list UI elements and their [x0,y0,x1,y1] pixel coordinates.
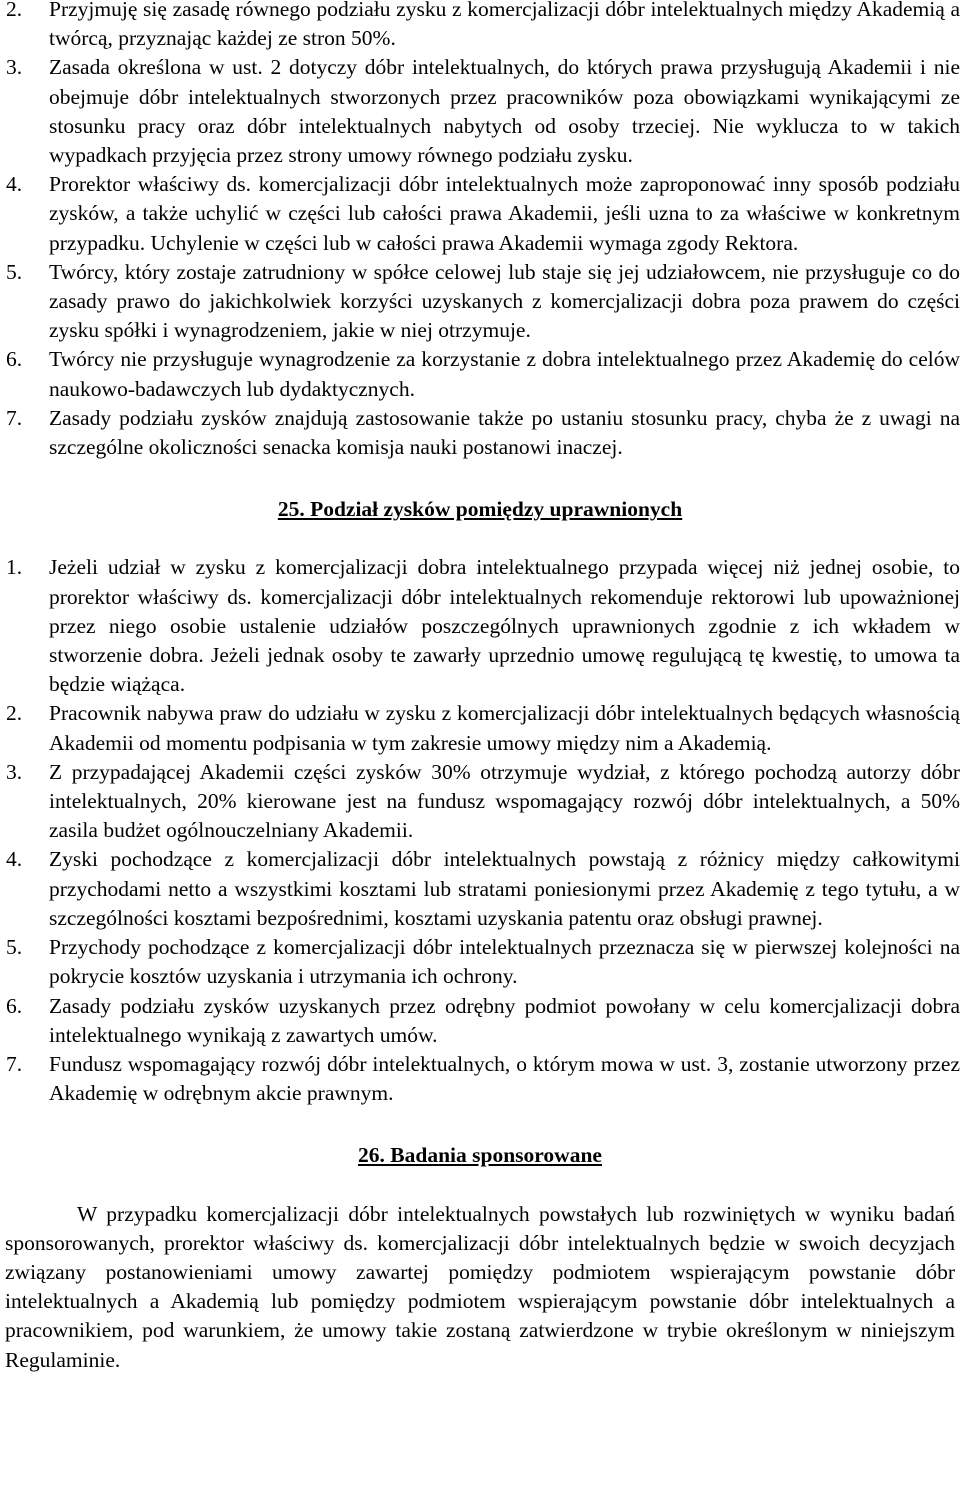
item-text: Twórcy, który zostaje zatrudniony w spółce celowej lub staje się jej udziałowcem, nie przysługuje co do zasady prawo do jakichkolwiek korzyści uzyskanych z komercjalizacji dobra poza prawem do części zysku spółki i wynagrodzeniem, jakie w niej otrzymuje. [49,259,960,343]
list-item [0,345,960,403]
item-number: 4. [6,847,23,872]
item-number: 6. [6,993,23,1018]
list-item [0,845,960,933]
section-25-list [0,553,960,1108]
item-number: 2. [6,701,23,726]
item-number: 4. [6,172,23,197]
item-number: 6. [6,347,23,372]
item-text: Jeżeli udział w zysku z komercjalizacji dobra intelektualnego przypada więcej niż jednej osobie, to prorektor właściwy ds. komercjalizacji dóbr intelektualnych rekomenduje rektorowi lub upoważnionej przez niego osobie ustalenie udziałów poszczególnych uprawnionych zgodnie z ich wkładem w stworzenie dobra. Jeżeli jednak osoby te zawarły uprzednio umowę regulującą tę kwestię, to umowa ta będzie wiążąca. [49,555,960,697]
list-item [0,758,960,846]
item-text: Z przypadającej Akademii części zysków 30% otrzymuje wydział, z którego pochodzą autorzy dóbr intelektualnych, 20% kierowane jest na fundusz wspomagający rozwój dóbr intelektualnych, a 50% zasila budżet ogólnouczelniany Akademii. [49,759,960,843]
item-number: 5. [6,935,23,960]
top-list [0,0,960,462]
item-text: Przychody pochodzące z komercjalizacji dóbr intelektualnych przeznacza się w pierwszej kolejności na pokrycie kosztów uzyskania i utrzymania ich ochrony. [49,935,960,989]
list-item [0,1050,960,1108]
item-number: 3. [6,759,23,784]
item-text: Zasada określona w ust. 2 dotyczy dóbr intelektualnych, do których prawa przysługują Akademii i nie obejmuje dóbr intelektualnych stworzonych przez pracowników poza obowiązkami wynikającymi ze stosunku pracy oraz dóbr intelektualnych nabytych od osoby trzeciej. Nie wyklucza to w takich wypadkach przyjęcia przez strony umowy równego podziału zysku. [49,55,960,168]
list-item [0,992,960,1050]
list-item [0,258,960,346]
item-number: 2. [6,0,23,21]
section-26-heading: 26. Badania sponsorowane [358,1143,602,1168]
item-number: 1. [6,555,23,580]
list-item [0,53,960,170]
item-text: Fundusz wspomagający rozwój dóbr intelektualnych, o którym mowa w ust. 3, zostanie utworzony przez Akademię w odrębnym akcie prawnym. [49,1051,960,1106]
list-item [0,553,960,699]
item-text: Prorektor właściwy ds. komercjalizacji dóbr intelektualnych może zaproponować inny sposób podziału zysków, a także uchylić w części lub całości prawa Akademii, jeśli uzna to za właściwe w konkretnym przypadku. Uchylenie w części lub w całości prawa Akademii wymaga zgody Rektora. [49,172,960,255]
item-text: Zyski pochodzące z komercjalizacji dóbr intelektualnych powstają z różnicy między całkowitymi przychodami netto a wszystkimi kosztami lub stratami poniesionymi przez Akademię z tego tytułu, a w szczególności kosztami bezpośrednimi, kosztami uzyskania patentu oraz obsługi prawnej. [49,847,960,930]
list-item [0,404,960,462]
item-number: 7. [6,405,23,430]
item-number: 7. [6,1051,23,1076]
item-number: 3. [6,55,23,80]
list-item [0,170,960,258]
item-text: Pracownik nabywa praw do udziału w zysku z komercjalizacji dóbr intelektualnych będących własnością Akademii od momentu podpisania w tym zakresie umowy między nim a Akademią. [49,701,960,755]
list-item [0,699,960,757]
section-25-heading: 25. Podział zysków pomiędzy uprawnionych [277,497,683,522]
list-item [0,0,960,53]
section-26-paragraph: W przypadku komercjalizacji dóbr intelektualnych powstałych lub rozwiniętych w wyniku badań sponsorowanych, prorektor właściwy ds. komercjalizacji dóbr intelektualnych będzie w swoich decyzjach związany postanowieniami umowy zawartej pomiędzy podmiotem wspierającym powstanie dóbr intelektualnych a Akademią lub pomiędzy podmiotem wspierającym powstanie dóbr intelektualnych a pracownikiem, pod warunkiem, że umowy takie zostaną zatwierdzone w trybie określonym w niniejszym Regulaminie. [5,1201,955,1372]
item-text: Zasady podziału zysków uzyskanych przez odrębny podmiot powołany w celu komercjalizacji dobra intelektualnego wynikają z zawartych umów. [49,993,960,1047]
list-item [0,933,960,991]
item-text: Twórcy nie przysługuje wynagrodzenie za korzystanie z dobra intelektualnego przez Akademię do celów naukowo-badawczych lub dydaktycznych. [49,347,960,401]
item-text: Zasady podziału zysków znajdują zastosowanie także po ustaniu stosunku pracy, chyba że z uwagi na szczególne okoliczności senacka komisja nauki postanowi inaczej. [49,405,960,460]
item-text: Przyjmuję się zasadę równego podziału zysku z komercjalizacji dóbr intelektualnych między Akademią a twórcą, przyznając każdej ze stron 50%. [49,0,960,51]
item-number: 5. [6,259,23,284]
